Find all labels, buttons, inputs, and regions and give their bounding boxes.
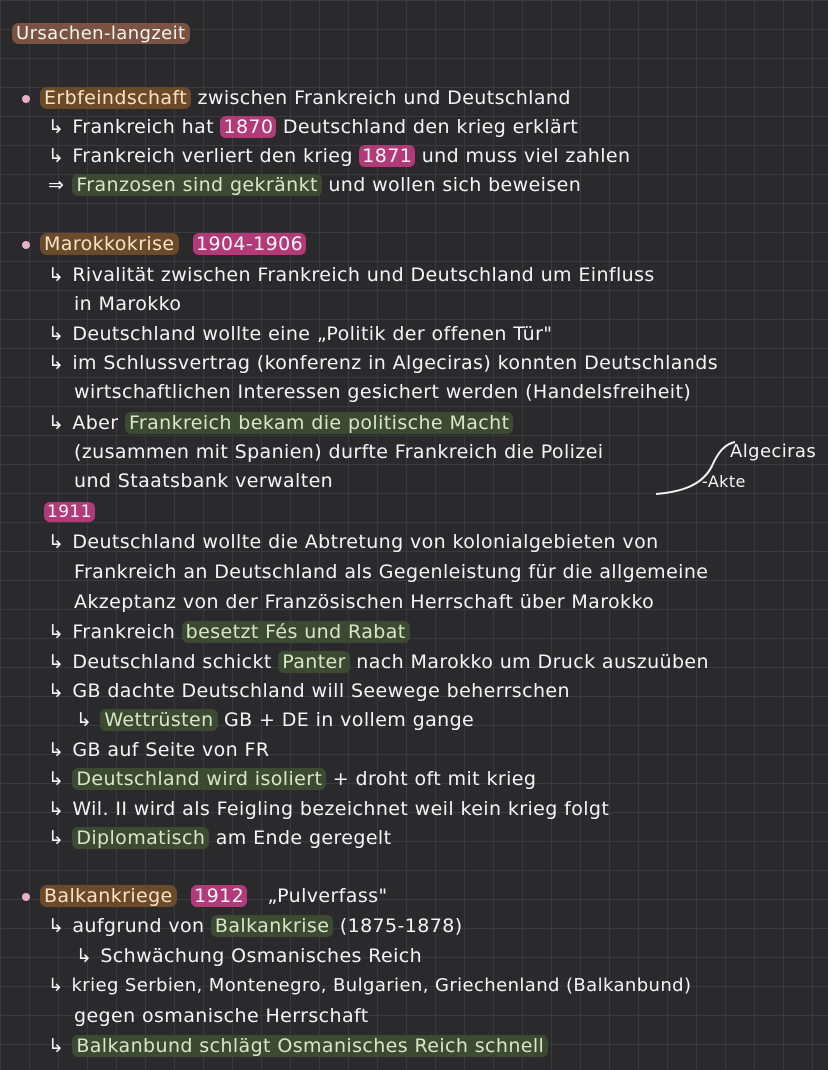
arrow-icon: ↳	[48, 621, 65, 643]
side-note-algeciras: Algeciras	[730, 441, 817, 462]
list-item-continuation: in Marokko	[74, 293, 182, 315]
arrow-icon: ↳	[48, 352, 65, 374]
list-item: ↳ Deutschland wird isoliert + droht oft mit krieg	[48, 768, 537, 790]
arrow-icon: ↳	[48, 798, 65, 820]
list-item: ↳ Frankreich besetzt Fés und Rabat	[48, 620, 410, 644]
side-note-akte: -Akte	[702, 472, 746, 491]
arrow-icon: ↳	[48, 323, 65, 345]
list-item: ↳ im Schlussvertrag (konferenz in Algeciras) konnten Deutschlands	[48, 352, 718, 374]
arrow-icon: ↳	[48, 116, 65, 138]
list-item: ↳ Wil. II wird als Feigling bezeichnet weil kein krieg folgt	[48, 798, 610, 820]
bullet-icon	[22, 893, 30, 901]
list-item-continuation: (zusammen mit Spanien) durfte Frankreich die Polizei	[74, 441, 604, 463]
arrow-icon: ↳	[48, 915, 65, 937]
list-item: ↳ Deutschland wollte die Abtretung von kolonialgebieten von	[48, 531, 659, 553]
arrow-icon: ↳	[76, 709, 93, 731]
list-item-continuation: gegen osmanische Herrschaft	[74, 1005, 369, 1027]
list-item: ⇒ Franzosen sind gekränkt und wollen sich beweisen	[48, 174, 582, 196]
list-item-nested: ↳ Wettrüsten GB + DE in vollem gange	[76, 709, 475, 731]
list-item: ↳ Aber Frankreich bekam die politische Macht	[48, 411, 513, 435]
year-1911: 1911	[44, 500, 95, 524]
bullet-icon	[22, 241, 30, 249]
list-item: ↳ Deutschland schickt Panter nach Marokko um Druck auszuüben	[48, 651, 709, 673]
arrow-icon: ↳	[48, 651, 65, 673]
list-item: ↳ GB dachte Deutschland will Seewege beherrschen	[48, 680, 570, 702]
section-balkankriege-heading: Balkankriege 1912 „Pulverfass"	[22, 884, 388, 908]
title-highlight: Ursachen-langzeit	[12, 23, 190, 44]
list-item: ↳ Diplomatisch am Ende geregelt	[48, 827, 392, 849]
list-item: ↳ Frankreich verliert den krieg 1871 und muss viel zahlen	[48, 145, 631, 167]
list-item: ↳ aufgrund von Balkankrise (1875-1878)	[48, 915, 463, 937]
arrow-icon: ↳	[76, 945, 93, 967]
arrow-icon: ↳	[48, 739, 65, 761]
list-item: ↳ Rivalität zwischen Frankreich und Deutschland um Einfluss	[48, 264, 655, 286]
list-item: ↳ Deutschland wollte eine „Politik der offenen Tür"	[48, 323, 553, 345]
arrow-icon: ↳	[48, 827, 65, 849]
list-item-continuation: und Staatsbank verwalten	[74, 470, 334, 492]
page-title	[12, 22, 190, 46]
double-arrow-icon: ⇒	[48, 174, 65, 196]
arrow-icon: ↳	[48, 1035, 65, 1057]
arrow-icon: ↳	[48, 975, 64, 996]
list-item-continuation: Frankreich an Deutschland als Gegenleistung für die allgemeine	[74, 561, 709, 583]
arrow-icon: ↳	[48, 264, 65, 286]
section-erbfeindschaft-heading: Erbfeindschaft zwischen Frankreich und Deutschland	[22, 86, 571, 110]
section-marokkokrise-heading: Marokkokrise 1904-1906	[22, 232, 306, 256]
list-item: ↳ krieg Serbien, Montenegro, Bulgarien, Griechenland (Balkanbund)	[48, 975, 692, 996]
arrow-icon: ↳	[48, 680, 65, 702]
list-item: ↳ Balkanbund schlägt Osmanisches Reich schnell	[48, 1034, 548, 1058]
bullet-icon	[22, 95, 30, 103]
arrow-icon: ↳	[48, 412, 65, 434]
arrow-icon: ↳	[48, 531, 65, 553]
list-item: ↳ Frankreich hat 1870 Deutschland den krieg erklärt	[48, 116, 579, 138]
list-item: ↳ GB auf Seite von FR	[48, 739, 270, 761]
list-item-continuation: Akzeptanz von der Französischen Herrschaft über Marokko	[74, 591, 655, 613]
arrow-icon: ↳	[48, 768, 65, 790]
arrow-icon: ↳	[48, 145, 65, 167]
list-item-continuation: wirtschaftlichen Interessen gesichert werden (Handelsfreiheit)	[74, 381, 692, 403]
list-item-nested: ↳ Schwächung Osmanisches Reich	[76, 945, 423, 967]
